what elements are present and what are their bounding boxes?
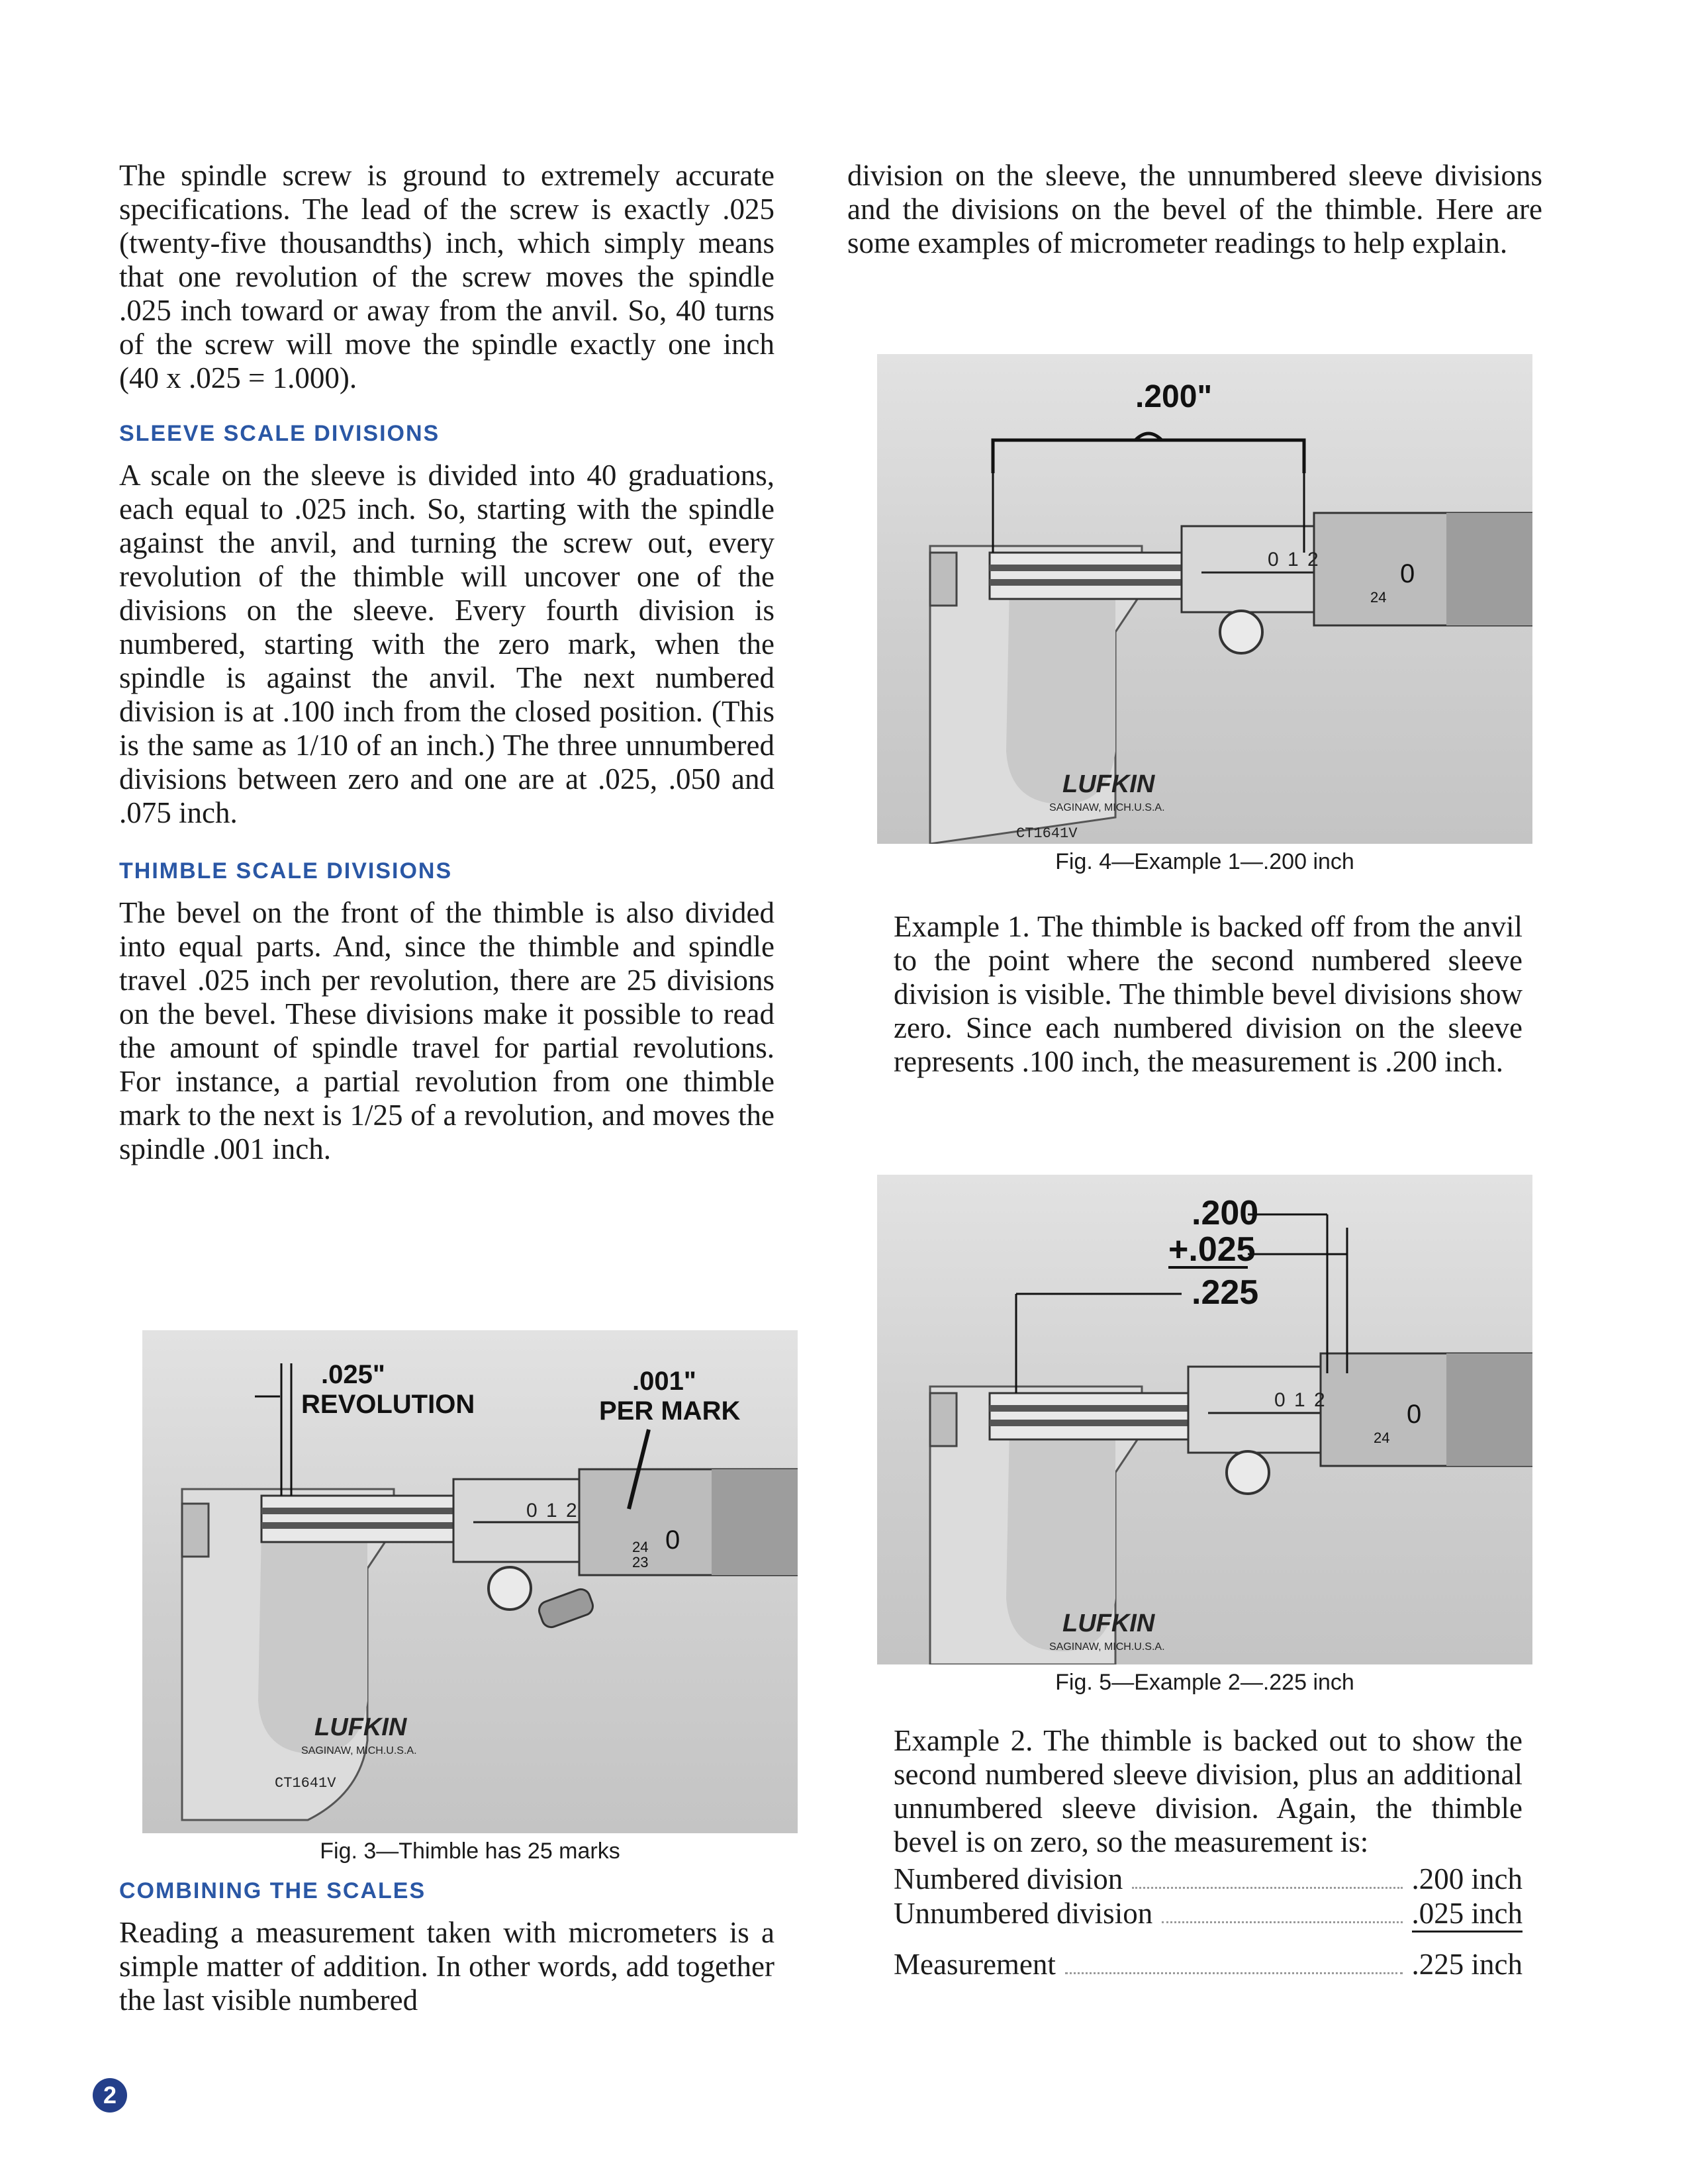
label-sum: .225 [1192, 1273, 1259, 1312]
maker-stamp: SAGINAW, MICH.U.S.A. [1049, 802, 1165, 813]
leader-dots [1162, 1901, 1402, 1923]
label-value: .200" [1135, 379, 1213, 414]
summary-value: .225 inch [1411, 1948, 1523, 1981]
paragraph-thimble-scale: The bevel on the front of the thimble is also divided into equal parts. And, since the thimble and spindle travel .025 inch per revolution, there are 25 divisions on the bevel. These divisions make it possible to read the amount of spindle travel for partial revolutions. For instance, a partial revolution from one thimble mark to the next is 1/25 of a revolution, and moves the spindle .001 inch. [119, 896, 774, 1165]
figure-3 [142, 1330, 798, 1865]
summary-value: .200 inch [1411, 1862, 1523, 1895]
paragraph-example-1: Example 1. The thimble is backed off from the anvil to the point where the second numbered sleeve division is visible. The thimble bevel divisions show zero. Since each numbered division on the sleeve represents .100 inch, the measurement is .200 inch. [894, 910, 1523, 1078]
thimble-number: 24 [1370, 589, 1387, 606]
thimble-zero-number: 0 [1407, 1400, 1422, 1429]
sleeve-scale-number: 1 [1288, 549, 1299, 570]
thimble-number: 24 [1374, 1430, 1390, 1446]
figure-5 [877, 1175, 1532, 1696]
brand-logo-text: LUFKIN [1062, 1610, 1155, 1637]
label-revolution: REVOLUTION [301, 1390, 475, 1419]
paragraph-example-2: Example 2. The thimble is backed out to show the second numbered sleeve division, plus an additional unnumbered sleeve division. Again, the thimble bevel is on zero, so the measurement is: [894, 1724, 1523, 1858]
maker-stamp: SAGINAW, MICH.U.S.A. [1049, 1641, 1165, 1653]
left-column [119, 159, 774, 1166]
thimble-number: 24 [632, 1539, 649, 1555]
summary-label: Numbered division [894, 1862, 1123, 1895]
figure-4-caption: Fig. 4—Example 1—.200 inch [1055, 849, 1354, 874]
thimble-number: 23 [632, 1554, 649, 1570]
maker-stamp: SAGINAW, MICH.U.S.A. [301, 1745, 417, 1756]
thimble-zero-number: 0 [665, 1525, 680, 1555]
sleeve-scale-number: 2 [566, 1500, 577, 1522]
model-stamp: CT1641V [1016, 825, 1078, 842]
micrometer-illustration [142, 1330, 798, 1833]
paragraph-continued: division on the sleeve, the unnumbered sleeve divisions and the divisions on the bevel of the thimble. Here are some examples of micrometer readings to help explain. [847, 159, 1542, 259]
example-1-block [894, 910, 1523, 1079]
sleeve-scale-number: 0 [1274, 1389, 1286, 1411]
summary-row-numbered [894, 1862, 1523, 1896]
summary-label: Unnumbered division [894, 1897, 1153, 1930]
sleeve-scale-number: 0 [526, 1500, 538, 1522]
model-stamp: CT1641V [275, 1775, 336, 1792]
sleeve-scale-number: 0 [1268, 549, 1279, 570]
figure-5-caption: Fig. 5—Example 2—.225 inch [1055, 1670, 1354, 1695]
label-per-mark: PER MARK [599, 1396, 741, 1426]
label-a: .200 [1192, 1194, 1259, 1232]
heading-thimble-scale: THIMBLE SCALE DIVISIONS [119, 858, 453, 884]
micrometer-illustration [877, 1175, 1532, 1664]
micrometer-illustration [877, 354, 1532, 844]
right-column [847, 159, 1542, 260]
figure-4 [877, 354, 1532, 876]
paragraph-combining-scales: Reading a measurement taken with micrometers is a simple matter of addition. In other words, add together the last visible numbered [119, 1916, 774, 2017]
brand-logo-text: LUFKIN [1062, 770, 1155, 798]
measurement-summary [894, 1862, 1523, 1981]
sleeve-scale-number: 2 [1314, 1389, 1325, 1411]
heading-combining-scales: COMBINING THE SCALES [119, 1878, 426, 1903]
page-number-badge: 2 [93, 2078, 127, 2113]
figure-5-photo [877, 1175, 1532, 1664]
thimble-zero-number: 0 [1400, 559, 1415, 588]
label-mark-value: .001" [632, 1367, 696, 1396]
label-b: +.025 [1168, 1230, 1256, 1269]
summary-value: .025 inch [1412, 1896, 1523, 1933]
example-2-block [894, 1724, 1523, 1981]
summary-row-unnumbered [894, 1896, 1523, 1933]
label-revolution-value: .025" [321, 1360, 385, 1389]
figure-3-caption: Fig. 3—Thimble has 25 marks [320, 1839, 620, 1864]
brand-logo-text: LUFKIN [314, 1713, 407, 1741]
paragraph-sleeve-scale: A scale on the sleeve is divided into 40 graduations, each equal to .025 inch. So, starting with the spindle against the anvil, and turning the screw out, every revolution of the thimble will uncover one of the divisions on the sleeve. Every fourth division is numbered, starting with the zero mark, when the spindle is against the anvil. The next numbered division is at .100 inch from the closed position. (This is the same as 1/10 of an inch.) The three unnumbered divisions between zero and one are at .025, .050 and .075 inch. [119, 459, 774, 829]
sleeve-scale-number: 1 [546, 1500, 557, 1522]
heading-sleeve-scale: SLEEVE SCALE DIVISIONS [119, 421, 440, 446]
summary-label: Measurement [894, 1948, 1056, 1981]
paragraph-spindle-screw: The spindle screw is ground to extremely accurate specifications. The lead of the screw is exactly .025 (twenty-five thousandths) inch, which simply means that one revolution of the screw moves the spindle .025 inch toward or away from the anvil. So, 40 turns of the screw will move the spindle exactly one inch (40 x .025 = 1.000). [119, 159, 774, 394]
leader-dots [1065, 1952, 1403, 1974]
sleeve-scale-number: 1 [1294, 1389, 1305, 1411]
summary-row-total [894, 1947, 1523, 1981]
leader-dots [1132, 1867, 1402, 1889]
sleeve-scale-number: 2 [1307, 549, 1319, 570]
figure-4-photo [877, 354, 1532, 844]
left-column-bottom [119, 1876, 774, 2017]
figure-3-photo [142, 1330, 798, 1833]
